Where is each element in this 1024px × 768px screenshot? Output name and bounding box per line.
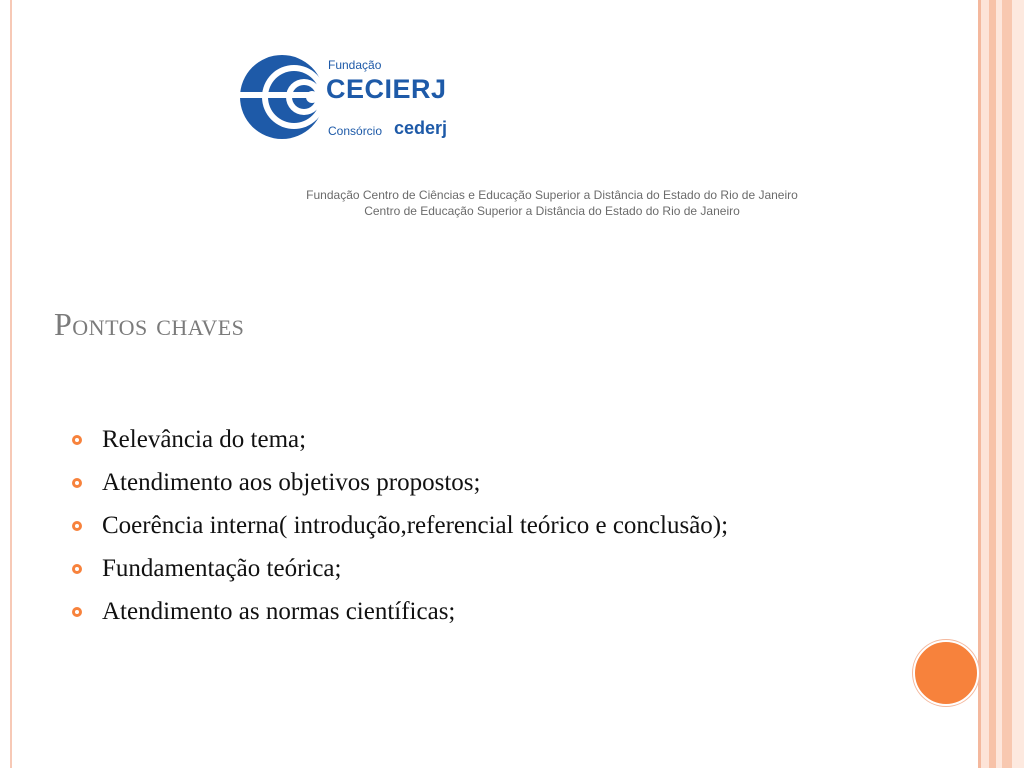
bullet-item <box>72 424 832 456</box>
decorative-orange-circle <box>913 640 979 706</box>
bullet-text: Atendimento aos objetivos propostos; <box>102 469 481 496</box>
bullet-item <box>72 596 832 628</box>
bullet-list <box>72 424 832 639</box>
bullet-circle-icon <box>72 607 82 617</box>
bullet-item <box>72 467 832 499</box>
right-decorative-stripe <box>989 0 996 768</box>
logo-text-fundacao: Fundação <box>328 58 382 72</box>
bullet-text: Relevância do tema; <box>102 426 307 453</box>
bullet-item <box>72 510 832 542</box>
right-decorative-stripe <box>981 0 989 768</box>
right-decorative-stripe <box>1012 0 1024 768</box>
logo-text-consorcio: Consórcio <box>328 124 383 138</box>
cecierj-logo <box>236 50 476 145</box>
slide-title: Pontos chaves <box>54 306 245 342</box>
bullet-circle-icon <box>72 478 82 488</box>
bullet-text: Fundamentação teórica; <box>102 555 342 582</box>
bullet-text: Coerência interna( introdução,referencial teórico e conclusão); <box>102 512 729 539</box>
bullet-circle-icon <box>72 564 82 574</box>
left-border-line <box>10 0 12 768</box>
bullet-circle-icon <box>72 521 82 531</box>
institution-subtitle-line-1: Fundação Centro de Ciências e Educação Superior a Distância do Estado do Rio de Janeiro <box>306 188 798 202</box>
bullet-item <box>72 553 832 585</box>
right-decorative-stripe <box>1002 0 1012 768</box>
bullet-circle-icon <box>72 435 82 445</box>
bullet-text: Atendimento as normas científicas; <box>102 598 456 625</box>
cecierj-logo-mark <box>236 52 328 142</box>
institution-subtitle-line-2: Centro de Educação Superior a Distância do Estado do Rio de Janeiro <box>364 204 740 218</box>
logo-text-cecierj: CECIERJ <box>326 74 447 104</box>
logo-text-cederj: cederj <box>394 118 448 138</box>
